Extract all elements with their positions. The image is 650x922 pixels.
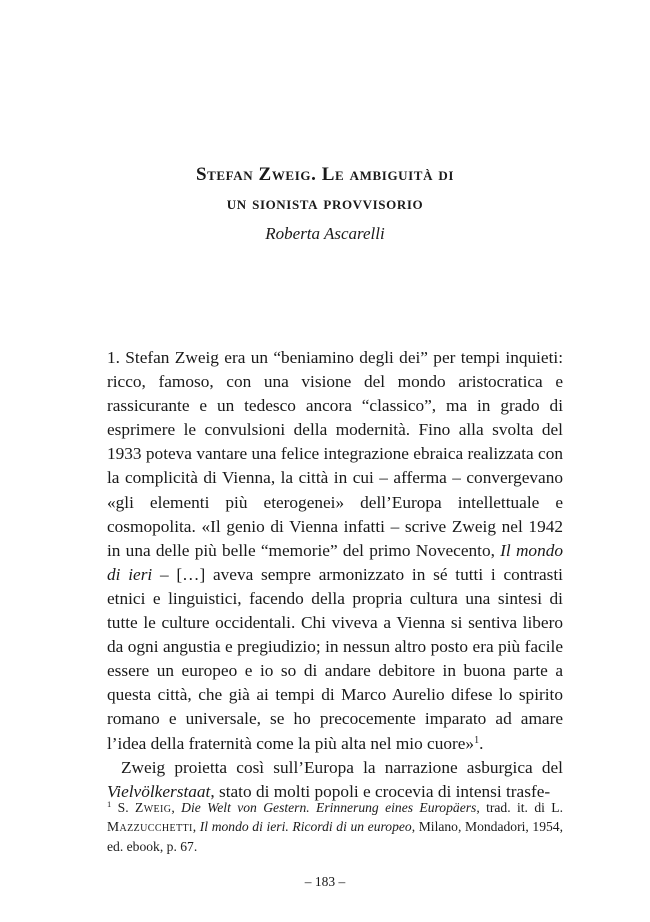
footnote-reference[interactable]: 1	[474, 734, 480, 746]
footnote-text: , trad. it. di L.	[476, 800, 563, 815]
footnote-text: ,	[192, 819, 200, 835]
footnote-title-italian: Il mondo di ieri. Ricordi di un europeo	[199, 819, 412, 835]
paragraph-1-text-b: – […] aveva sempre armonizzato in sé tutti i contrasti etnici e linguistici, facendo della propria cultura una sintesi di tutte le culture occidentali. Chi viveva a Vienna si sentiva libero da ogni angustia e pregiudizio; in nessun altro posto era più facile essere un europeo e io so di andare debitore in buona parte a questa città, che già ai tempi di Marco Aurelio difese lo spirito romano e universale, se ho precocemente imparato ad amare l’idea della fraternità come la più alta nel mio cuore»	[107, 564, 563, 753]
chapter-body	[107, 346, 563, 804]
paragraph-1-text-c: .	[479, 733, 484, 753]
paragraph-1	[107, 346, 563, 756]
chapter-title-line-2: un sionista provvisorio	[226, 193, 424, 214]
page-number: – 183 –	[304, 874, 346, 889]
term-italic: Vielvölkerstaat	[107, 781, 211, 801]
footnote-text: ,	[171, 800, 182, 815]
footnotes	[107, 798, 563, 856]
footnote-1	[107, 798, 563, 856]
footnote-title-german: Die Welt von Gestern. Erinnerung eines Europäers	[181, 800, 477, 815]
paragraph-2	[107, 756, 563, 804]
chapter-title-line-1: Stefan Zweig. Le ambiguità di	[195, 164, 455, 185]
footnote-number: 1	[107, 799, 112, 809]
chapter-author: Roberta Ascarelli	[265, 224, 385, 243]
footnote-author: Zweig	[134, 800, 172, 815]
work-title-italic: Il mondo di ieri	[107, 540, 563, 584]
footnote-text: S.	[111, 800, 135, 815]
paragraph-2-text-a: Zweig proietta così sull’Europa la narrazione asburgica del	[121, 757, 563, 777]
chapter-title	[0, 160, 650, 218]
paragraph-1-text-a: 1. Stefan Zweig era un “beniamino degli dei” per tempi inquieti: ricco, famoso, con una visione del mondo aristocratica e rassicurante e un tedesco ancora “classico”, ma in grado di esprimere le convulsioni della modernità. Fino alla svolta del 1933 poteva vantare una felice integrazione ebraica realizzata con la complicità di Vienna, la città in cui – afferma – convergevano «gli elementi più eterogenei» dell’Europa intellettuale e cosmopolita. «Il genio di Vienna infatti – scrive Zweig nel 1942 in una delle più belle “memorie” del primo Novecento,	[107, 348, 563, 560]
footnote-text: , Milano, Mondadori, 1954, ed. ebook, p. 67.	[107, 819, 563, 854]
paragraph-2-text-b: , stato di molti popoli e crocevia di intensi trasfe-	[210, 781, 551, 801]
footnote-translator: Mazzucchetti	[107, 819, 193, 835]
